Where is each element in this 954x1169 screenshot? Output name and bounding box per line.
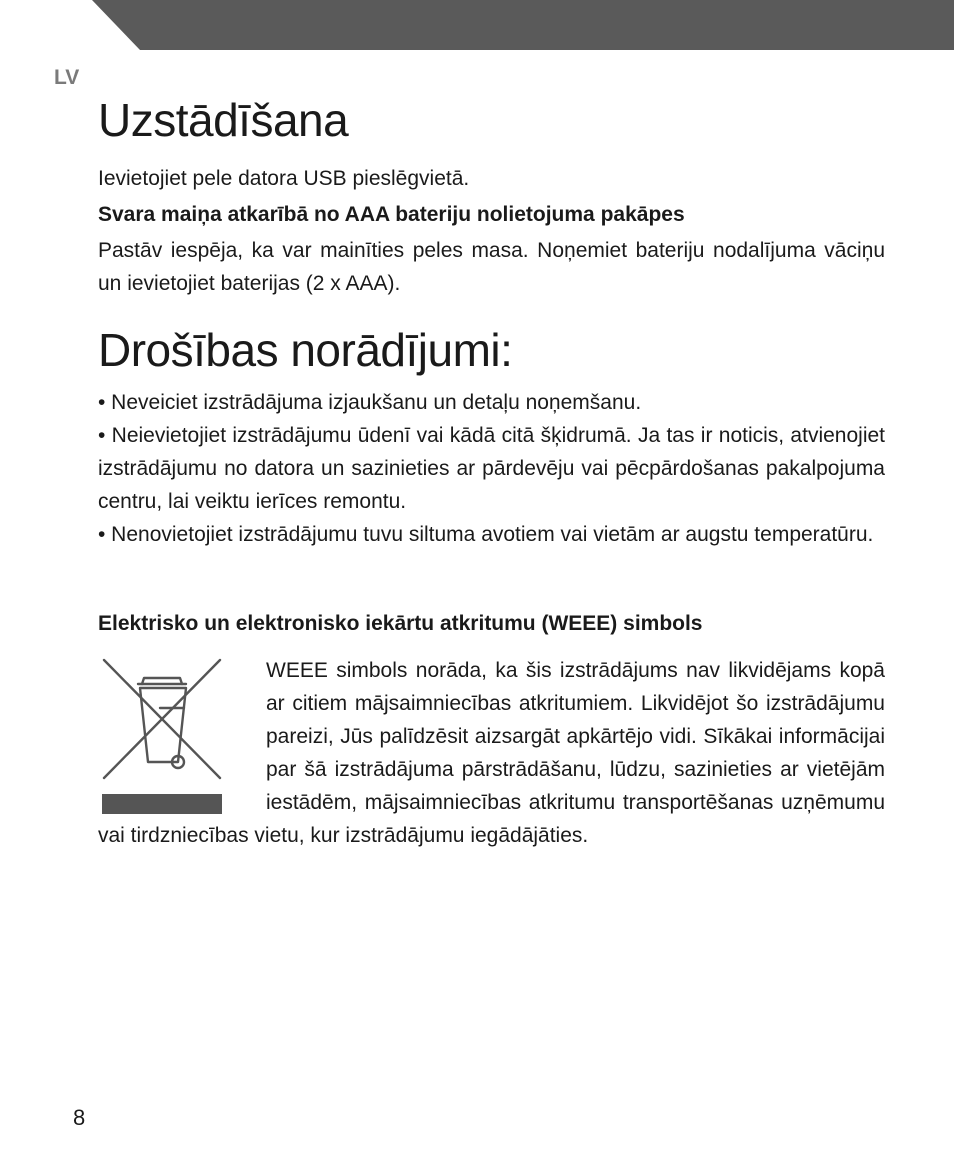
installation-intro: Ievietojiet pele datora USB pieslēgvietā. <box>98 167 470 190</box>
crossed-out-wheelie-bin-icon <box>98 658 226 818</box>
weee-text: WEEE simbols norāda, ka šis izstrādājums nav likvidējams kopā ar citiem mājsaimniecības atkritumiem. Likvidējot šo izstrādājumu pareizi, Jūs palīdzēsit aizsargāt apkārtējo vidi. Sīkākai informācijai par šā izstrādājuma pārstrādāšanu, lūdzu, sazinieties ar vietējām iestādēm, mājsaimniecības atkritumu transportēšanas uzņēmumu vai tirdzniecības vietu, kur izstrādājumu iegādājāties. <box>98 659 885 847</box>
weee-section <box>98 654 885 852</box>
weight-change-heading: Svara maiņa atkarībā no AAA bateriju nolietojuma pakāpes <box>98 203 685 226</box>
header-band-shape <box>0 0 954 50</box>
safety-title: Drošības norādījumi: <box>98 324 513 376</box>
page-number: 8 <box>73 1105 86 1130</box>
safety-list <box>98 386 885 551</box>
installation-title: Uzstādīšana <box>98 94 349 146</box>
safety-item: • Nenovietojiet izstrādājumu tuvu siltuma avotiem vai vietām ar augstu temperatūru. <box>98 523 874 546</box>
safety-item: • Neveiciet izstrādājuma izjaukšanu un detaļu noņemšanu. <box>98 391 642 414</box>
page-content <box>98 92 885 852</box>
safety-item: • Neievietojiet izstrādājumu ūdenī vai kādā citā šķidrumā. Ja tas ir noticis, atvienojiet izstrādājumu no datora un sazinieties ar pārdevēju vai pēcpārdošanas pakalpojuma centru, lai veiktu ierīces remontu. <box>98 424 885 513</box>
weight-change-text: Pastāv iespēja, ka var mainīties peles masa. Noņemiet bateriju nodalījuma vāciņu un ievietojiet baterijas (2 x AAA). <box>98 239 885 295</box>
top-header-band <box>0 0 954 50</box>
weee-heading: Elektrisko un elektronisko iekārtu atkritumu (WEEE) simbols <box>98 612 703 635</box>
language-code: LV <box>54 66 80 89</box>
